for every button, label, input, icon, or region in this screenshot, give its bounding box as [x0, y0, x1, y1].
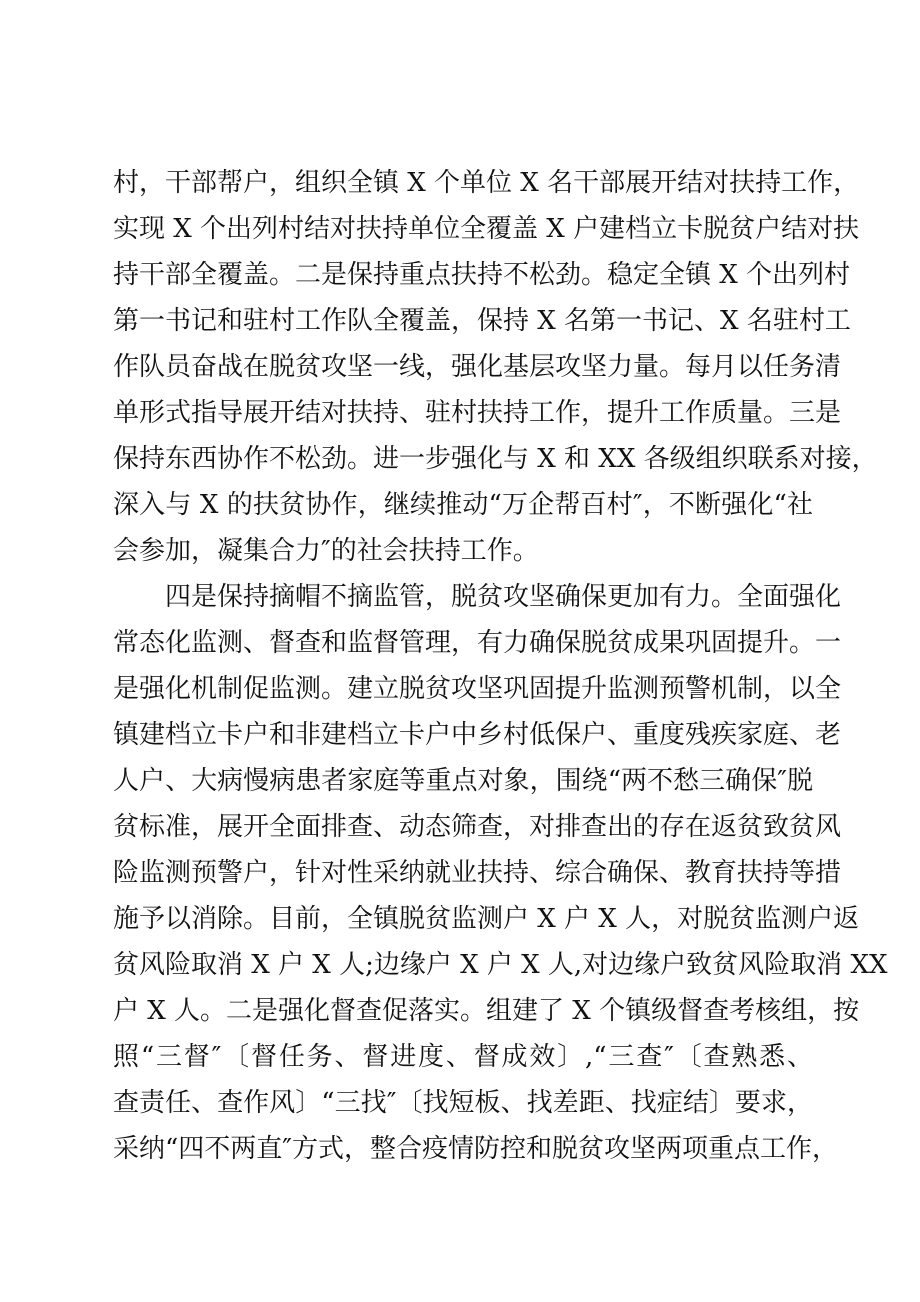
- text-line: 第一书记和驻村工作队全覆盖，保持 X 名第一书记、X 名驻村工: [113, 306, 851, 336]
- text-line: 村，干部帮户，组织全镇 X 个单位 X 名干部展开结对扶持工作，: [113, 168, 860, 198]
- paragraph-start-line: 四是保持摘帽不摘监管，脱贫攻坚确保更加有力。全面强化: [165, 582, 842, 612]
- text-line: 作队员奋战在脱贫攻坚一线，强化基层攻坚力量。每月以任务清: [113, 352, 842, 382]
- text-line: 施予以消除。目前，全镇脱贫监测户 X 户 X 人，对脱贫监测户返: [113, 904, 860, 934]
- text-line: 采纳“四不两直″方式，整合疫情防控和脱贫攻坚两项重点工作，: [113, 1134, 839, 1164]
- paragraph-end-line: 会参加，凝集合力″的社会扶持工作。: [113, 536, 539, 566]
- text-line: 是强化机制促监测。建立脱贫攻坚巩固提升监测预警机制，以全: [113, 674, 842, 704]
- text-line: 照“三督″〔督任务、督进度、督成效〕,“三查″〔查熟悉、: [113, 1042, 813, 1072]
- document-body: [113, 160, 888, 1172]
- text-line: 贫风险取消 X 户 X 人;边缘户 X 户 X 人,对边缘户致贫风险取消 XX: [113, 950, 888, 980]
- text-line: 贫标准，展开全面排查、动态筛查，对排查出的存在返贫致贫风: [113, 812, 842, 842]
- text-line: 保持东西协作不松劲。进一步强化与 X 和 XX 各级组织联系对接，: [113, 444, 878, 474]
- text-line: 深入与 X 的扶贫协作，继续推动“万企帮百村″，不断强化“社: [113, 490, 813, 520]
- text-line: 人户、大病慢病患者家庭等重点对象，围绕“两不愁三确保″脱: [113, 766, 813, 796]
- text-line: 常态化监测、督查和监督管理，有力确保脱贫成果巩固提升。一: [113, 628, 842, 658]
- text-line: 单形式指导展开结对扶持、驻村扶持工作，提升工作质量。三是: [113, 398, 842, 428]
- text-line: 险监测预警户，针对性采纳就业扶持、综合确保、教育扶持等措: [113, 858, 842, 888]
- text-line: 查责任、查作风〕“三找″〔找短板、找差距、找症结〕要求，: [113, 1088, 813, 1118]
- text-line: 镇建档立卡户和非建档立卡户中乡村低保户、重度残疾家庭、老: [113, 720, 842, 750]
- text-line: 实现 X 个出列村结对扶持单位全覆盖 X 户建档立卡脱贫户结对扶: [113, 214, 860, 244]
- text-line: 持干部全覆盖。二是保持重点扶持不松劲。稳定全镇 X 个出列村: [113, 260, 851, 290]
- text-line: 户 X 人。二是强化督查促落实。组建了 X 个镇级督查考核组，按: [113, 996, 860, 1026]
